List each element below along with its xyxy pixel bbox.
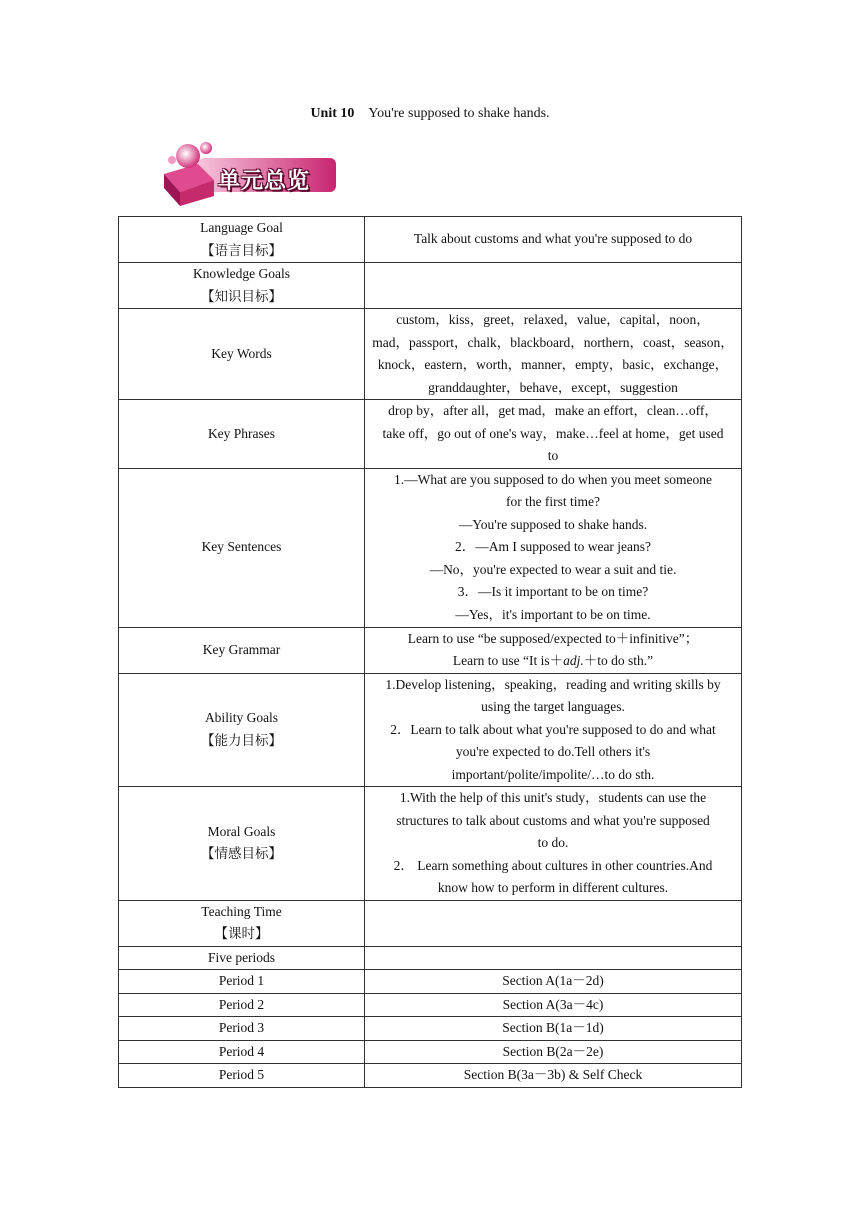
key-grammar-value: Learn to use “be supposed/expected to＋infinitive”； Learn to use “It is＋adj.＋to do sth.” (365, 627, 742, 673)
table-row (119, 468, 742, 627)
teaching-time-value (365, 900, 742, 946)
period-section: Section B(3a－3b) & Self Check (365, 1064, 742, 1088)
period-label: Period 5 (119, 1064, 365, 1088)
knowledge-goals-value (365, 263, 742, 309)
table-row (119, 970, 742, 994)
knowledge-goals-label: Knowledge Goals 【知识目标】 (119, 263, 365, 309)
period-label: Period 3 (119, 1017, 365, 1041)
key-sentences-label: Key Sentences (119, 468, 365, 627)
key-words-label: Key Words (119, 309, 365, 400)
period-label: Period 2 (119, 993, 365, 1017)
unit-overview-table (118, 216, 742, 1088)
ability-goals-label: Ability Goals 【能力目标】 (119, 673, 365, 787)
key-words-value: custom，kiss，greet，relaxed，value，capital，noon， mad，passport，chalk，blackboard，northern，coast，season， knock，eastern，worth，manner，empty，basic，exchange， granddaughter，behave，except，suggestion (365, 309, 742, 400)
period-section: Section A(3a－4c) (365, 993, 742, 1017)
table-row (119, 673, 742, 787)
table-row (119, 263, 742, 309)
key-phrases-label: Key Phrases (119, 400, 365, 469)
table-row (119, 1040, 742, 1064)
five-periods-value (365, 946, 742, 970)
period-label: Period 4 (119, 1040, 365, 1064)
table-row (119, 217, 742, 263)
table-row (119, 1017, 742, 1041)
table-row (119, 993, 742, 1017)
language-goal-value: Talk about customs and what you're supposed to do (365, 217, 742, 263)
table-row (119, 1064, 742, 1088)
period-label: Period 1 (119, 970, 365, 994)
table-row (119, 900, 742, 946)
page-title (0, 106, 860, 122)
key-sentences-value: 1.—What are you supposed to do when you meet someone for the first time? —You're supposed to shake hands. 2．—Am I supposed to wear jeans? —No，you're expected to wear a suit and tie. 3．—Is it important to be on time? —Yes，it's important to be on time. (365, 468, 742, 627)
banner-label: 单元总览 (218, 169, 311, 194)
unit-number: Unit 10 (310, 106, 355, 121)
table-row (119, 787, 742, 901)
moral-goals-label: Moral Goals 【情感目标】 (119, 787, 365, 901)
ability-goals-value: 1.Develop listening，speaking，reading and writing skills by using the target languages. 2．Learn to talk about what you're supposed to do and what you're expected to do.Tell others it's important/polite/impolite/…to do sth. (365, 673, 742, 787)
table-row (119, 627, 742, 673)
moral-goals-value: 1.With the help of this unit's study，students can use the structures to talk about customs and what you're supposed to do. 2． Learn something about cultures in other countries.And know how to perform in different cultures. (365, 787, 742, 901)
table-row (119, 309, 742, 400)
five-periods-label: Five periods (119, 946, 365, 970)
table-row (119, 400, 742, 469)
table-row (119, 946, 742, 970)
teaching-time-label: Teaching Time 【课时】 (119, 900, 365, 946)
key-grammar-label: Key Grammar (119, 627, 365, 673)
period-section: Section B(2a－2e) (365, 1040, 742, 1064)
period-section: Section B(1a－1d) (365, 1017, 742, 1041)
unit-title: You're supposed to shake hands. (368, 106, 550, 121)
language-goal-label: Language Goal 【语言目标】 (119, 217, 365, 263)
period-section: Section A(1a－2d) (365, 970, 742, 994)
key-phrases-value: drop by，after all，get mad，make an effort，clean…off， take off，go out of one's way，make…feel at home，get used to (365, 400, 742, 469)
